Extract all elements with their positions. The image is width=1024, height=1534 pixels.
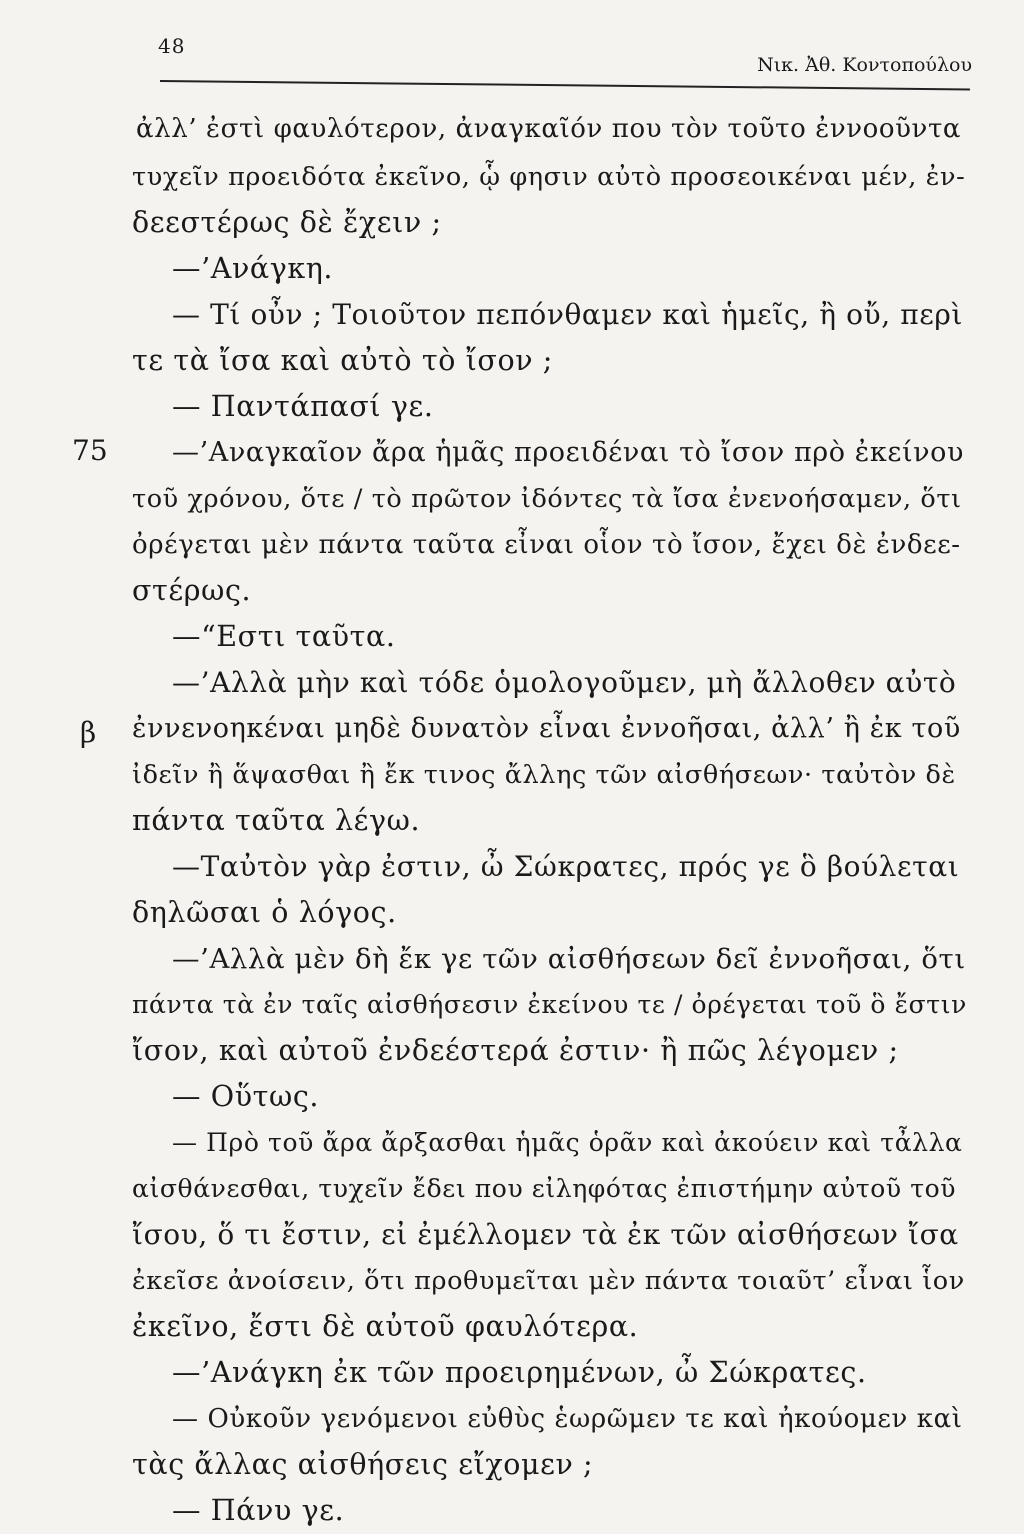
text-line: — Οὕτως. [172,1080,320,1113]
header-rule [160,80,970,90]
text-line: ὀρέγεται μὲν πάντα ταῦτα εἶναι οἷον τὸ ἴσον, ἔχει δὲ ἐνδεε- [132,530,961,560]
text-line: τοῦ χρόνου, ὅτε / τὸ πρῶτον ἰδόντες τὰ ἴσα ἐνενοήσαμεν, ὅτι [132,484,962,514]
text-line: — Τί οὖν ; Τοιοῦτον πεπόνθαμεν καὶ ἡμεῖς, ἢ οὔ, περὶ [172,298,963,331]
text-line: ἴσου, ὅ τι ἔστιν, εἰ ἐμέλλομεν τὰ ἐκ τῶν αἰσθήσεων ἴσα [132,1218,959,1251]
text-line: —Ταὐτὸν γὰρ ἐστιν, ὦ Σώκρατες, πρός γε ὃ βούλεται [172,850,960,883]
text-line: —“Εστι ταῦτα. [172,620,396,653]
text-line: ἐκεῖσε ἀνοίσειν, ὅτι προθυμεῖται μὲν πάντα τοιαῦτ’ εἶναι ἷον [132,1266,965,1296]
text-line: — Οὐκοῦν γενόμενοι εὐθὺς ἑωρῶμεν τε καὶ ἠκούομεν καὶ [172,1404,963,1434]
text-line: ἴσον, καὶ αὐτοῦ ἐνδεέστερά ἐστιν· ἢ πῶς λέγομεν ; [132,1034,899,1067]
text-line: — Παντάπασί γε. [172,390,434,423]
text-line: τε τὰ ἴσα καὶ αὐτὸ τὸ ἴσον ; [132,344,554,377]
text-line: τὰς ἄλλας αἰσθήσεις εἴχομεν ; [132,1448,594,1481]
text-line: —’Αλλὰ μὴν καὶ τόδε ὁμολογοῦμεν, μὴ ἄλλοθεν αὐτὸ [172,666,957,699]
text-line: —’Ανάγκη. [172,252,334,285]
text-line: πάντα τὰ ἐν ταῖς αἰσθήσεσιν ἐκείνου τε / ὀρέγεται τοῦ ὃ ἔστιν [132,990,967,1019]
text-line: στέρως. [132,574,252,607]
margin-section-mark: β [80,716,97,749]
text-line: ἐκεῖνο, ἔστι δὲ αὐτοῦ φαυλότερα. [132,1310,639,1343]
page-number: 48 [158,34,186,58]
text-line: — Πρὸ τοῦ ἄρα ἄρξασθαι ἡμᾶς ὁρᾶν καὶ ἀκούειν καὶ τἆλλα [172,1128,963,1157]
text-line: — Πάνυ γε. [172,1494,345,1527]
text-line: πάντα ταῦτα λέγω. [132,804,421,837]
text-line: ἐννενοηκέναι μηδὲ δυνατὸν εἶναι ἐννοῆσαι, ἀλλ’ ἢ ἐκ τοῦ [132,713,961,744]
text-line: —’Αλλὰ μὲν δὴ ἔκ γε τῶν αἰσθήσεων δεῖ ἐννοῆσαι, ὅτι [172,943,966,975]
text-line: ἀλλ’ ἐστὶ φαυλότερον, ἀναγκαῖόν που τὸν τοῦτο ἐννοοῦντα [136,114,962,144]
text-line: αἰσθάνεσθαι, τυχεῖν ἔδει που εἰληφότας ἐπιστήμην αὐτοῦ τοῦ [132,1174,957,1203]
text-line: ἰδεῖν ἢ ἅψασθαι ἢ ἔκ τινος ἄλλης τῶν αἰσθήσεων· ταὐτὸν δὲ [132,760,956,790]
margin-line-number: 75 [72,434,108,467]
text-line: δηλῶσαι ὁ λόγος. [132,896,397,929]
text-line: —’Αναγκαῖον ἄρα ἡμᾶς προειδέναι τὸ ἴσον πρὸ ἐκείνου [172,437,965,468]
text-line: δεεστέρως δὲ ἔχειν ; [132,206,442,239]
text-line: —’Ανάγκη ἐκ τῶν προειρημένων, ὦ Σώκρατες. [172,1356,867,1389]
running-head: Νικ. Ἀθ. Κοντοπούλου [757,54,972,76]
text-line: τυχεῖν προειδότα ἐκεῖνο, ᾧ φησιν αὐτὸ προσεοικέναι μέν, ἐν- [132,162,966,192]
